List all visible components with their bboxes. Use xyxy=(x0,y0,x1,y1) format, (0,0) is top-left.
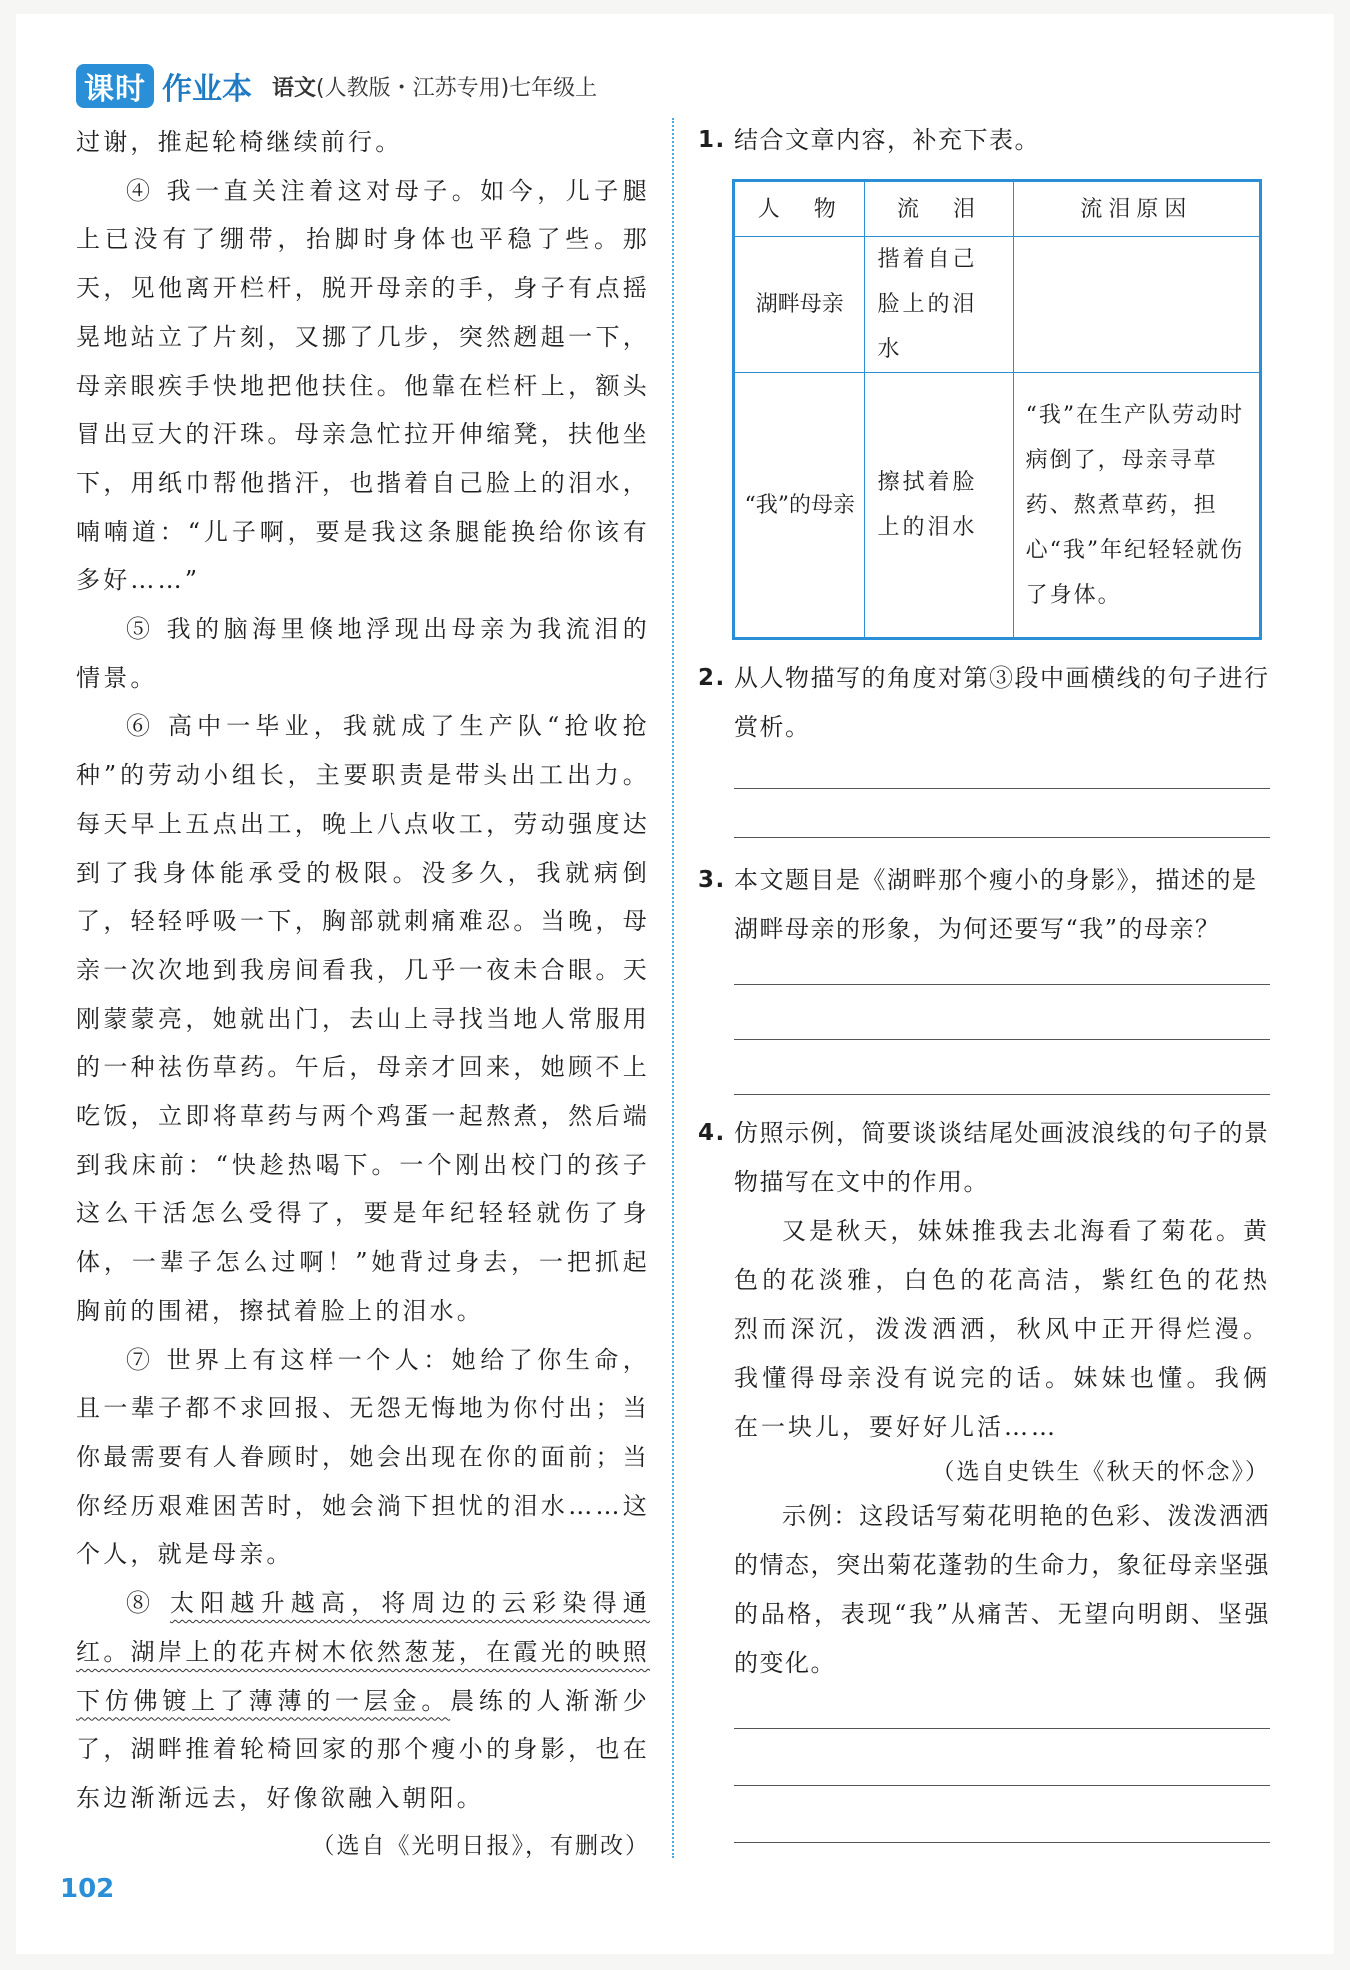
paragraph-5: ⑤ 我的脑海里倏地浮现出母亲为我流泪的情景。 xyxy=(76,615,650,692)
page-header xyxy=(76,62,597,110)
cell-tears: 揩着自己脸上的泪水 xyxy=(865,237,1013,373)
column-header-reason: 流泪原因 xyxy=(1013,181,1260,237)
answer-line[interactable] xyxy=(734,1094,1270,1095)
cell-person: 湖畔母亲 xyxy=(734,237,865,373)
question-number: 2. xyxy=(698,665,726,691)
question-1 xyxy=(698,116,1270,165)
paragraph-8-number: ⑧ xyxy=(126,1589,171,1618)
passage-source: （选自《光明日报》，有删改） xyxy=(311,1832,650,1859)
brand-logo: 课时 xyxy=(76,64,154,108)
answer-line[interactable] xyxy=(734,1785,1270,1786)
answer-line[interactable] xyxy=(734,1728,1270,1729)
cell-reason: “我”在生产队劳动时病倒了，母亲寻草药、熬煮草药，担心“我”年纪轻轻就伤了身体。 xyxy=(1013,373,1260,639)
paragraph-8-rest: 晨练的人渐渐少了，湖畔推着轮椅回家的那个瘦小的身影，也在东边渐渐远去，好像欲融入朝阳。 xyxy=(76,1686,650,1812)
answer-line[interactable] xyxy=(734,1842,1270,1843)
questions-column xyxy=(698,116,1270,1843)
subject-label: 语文 xyxy=(272,75,317,101)
cell-tears: 擦拭着脸上的泪水 xyxy=(865,373,1013,639)
paragraph-3-end: 过谢，推起轮椅继续前行。 xyxy=(76,128,403,156)
column-divider xyxy=(672,118,674,1858)
column-header-tears: 流 泪 xyxy=(865,181,1013,237)
question-3 xyxy=(698,856,1270,954)
example-answer: 示例：这段话写菊花明艳的色彩、泼泼洒洒的情态，突出菊花蓬勃的生命力，象征母亲坚强的品格，表现“我”从痛苦、无望向明朗、坚强的变化。 xyxy=(734,1502,1270,1677)
question-text: 仿照示例，简要谈谈结尾处画波浪线的句子的景物描写在文中的作用。 xyxy=(734,1119,1270,1196)
question-text: 从人物描写的角度对第③段中画横线的句子进行赏析。 xyxy=(734,664,1270,741)
paragraph-8 xyxy=(76,1579,650,1823)
answer-line[interactable] xyxy=(734,984,1270,985)
cell-reason-blank[interactable] xyxy=(1013,237,1260,373)
tears-table xyxy=(732,179,1262,640)
page-number: 102 xyxy=(60,1874,115,1904)
excerpt-source: （选自史铁生《秋天的怀念》） xyxy=(931,1459,1270,1485)
table-header-row xyxy=(734,181,1261,237)
question-4 xyxy=(698,1109,1270,1207)
question-text: 本文题目是《湖畔那个瘦小的身影》，描述的是湖畔母亲的形象，为何还要写“我”的母亲？ xyxy=(734,866,1258,943)
brand-name: 作业本 xyxy=(162,72,252,107)
answer-line[interactable] xyxy=(734,837,1270,838)
answer-line[interactable] xyxy=(734,788,1270,789)
paragraph-7: ⑦ 世界上有这样一个人：她给了你生命，且一辈子都不求回报、无怨无悔地为你付出；当你最需要有人眷顾时，她会出现在你的面前；当你经历艰难困苦时，她会淌下担忧的泪水……这个人，就是母亲。 xyxy=(76,1345,650,1569)
table-row xyxy=(734,373,1261,639)
reading-passage xyxy=(76,118,650,1860)
answer-line[interactable] xyxy=(734,1039,1270,1040)
question-number: 1. xyxy=(698,127,726,153)
paragraph-6: ⑥ 高中一毕业，我就成了生产队“抢收抢种”的劳动小组长，主要职责是带头出工出力。每天早上五点出工，晚上八点收工，劳动强度达到了我身体能承受的极限。没多久，我就病倒了，轻轻呼吸一下，胸部就刺痛难忍。当晚，母亲一次次地到我房间看我，几乎一夜未合眼。天刚蒙蒙亮，她就出门，去山上寻找当地人常服用的一种祛伤草药。午后，母亲才回来，她顾不上吃饭，立即将草药与两个鸡蛋一起熬煮，然后端到我床前：“快趁热喝下。一个刚出校门的孩子这么干活怎么受得了，要是年纪轻轻就伤了身体，一辈子怎么过啊！”她背过身去，一把抓起胸前的围裙，擦拭着脸上的泪水。 xyxy=(76,712,650,1325)
question-number: 4. xyxy=(698,1120,726,1146)
excerpt-passage: 又是秋天，妹妹推我去北海看了菊花。黄色的花淡雅，白色的花高洁，紫红色的花热烈而深沉，泼泼洒洒，秋风中正开得烂漫。我懂得母亲没有说完的话。妹妹也懂。我俩在一块儿，要好好儿活…… xyxy=(734,1217,1270,1441)
question-2 xyxy=(698,654,1270,752)
paragraph-4: ④ 我一直关注着这对母子。如今，儿子腿上已没有了绷带，抬脚时身体也平稳了些。那天，见他离开栏杆，脱开母亲的手，身子有点摇晃地站立了片刻，又挪了几步，突然趔趄一下，母亲眼疾手快地把他扶住。他靠在栏杆上，额头冒出豆大的汗珠。母亲急忙拉开伸缩凳，扶他坐下，用纸巾帮他揩汗，也揩着自己脸上的泪水，喃喃道：“儿子啊，要是我这条腿能换给你该有多好……” xyxy=(76,176,650,595)
wavy-underlined-sentence: 太阳越升越高，将周边的云彩染得通红。湖岸上的花卉树木依然葱茏，在霞光的映照下仿佛镀上了薄薄的一层金。 xyxy=(76,1589,651,1715)
edition-label: (人教版・江苏专用)七年级上 xyxy=(316,75,598,101)
question-text: 结合文章内容，补充下表。 xyxy=(734,126,1040,154)
cell-person: “我”的母亲 xyxy=(734,373,865,639)
question-number: 3. xyxy=(698,867,726,893)
book-subject xyxy=(272,71,597,102)
table-row xyxy=(734,237,1261,373)
column-header-person: 人 物 xyxy=(734,181,865,237)
